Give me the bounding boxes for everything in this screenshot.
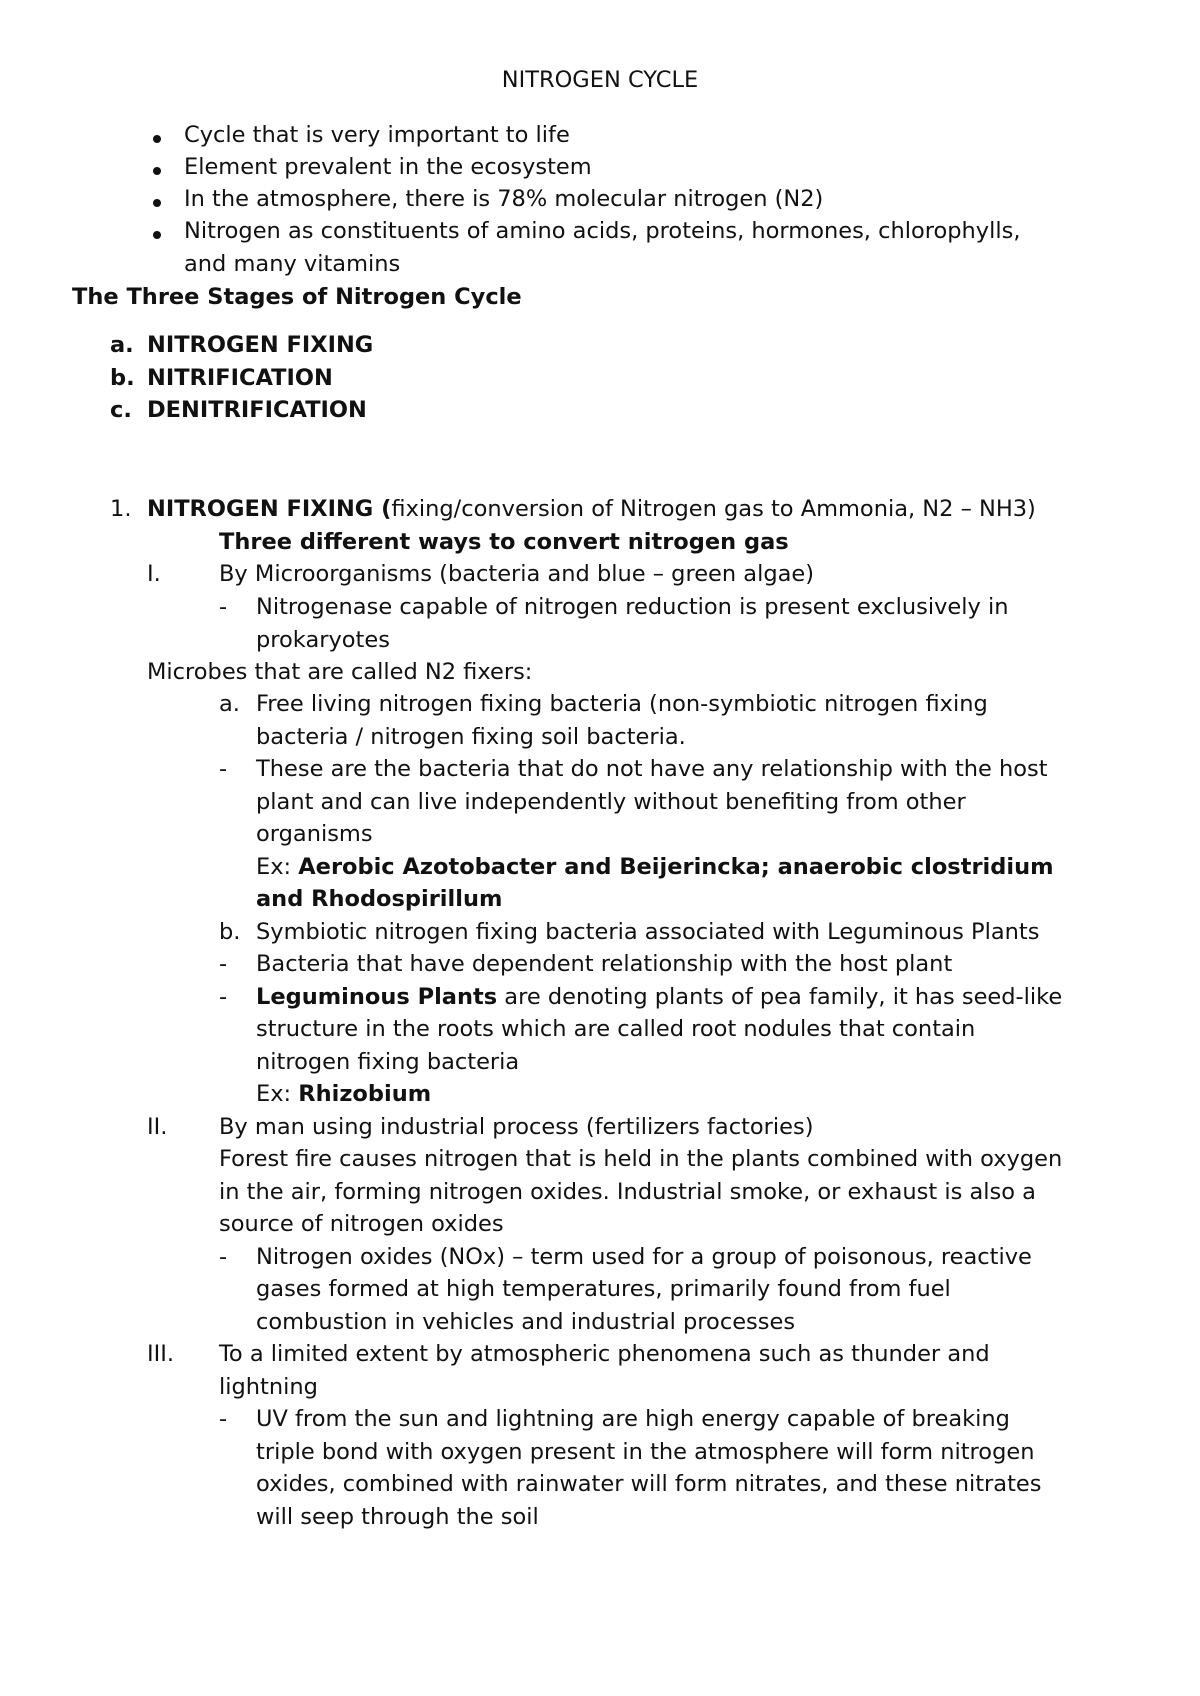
list-marker: b. <box>110 365 135 391</box>
roman-marker: I. <box>147 561 161 587</box>
dash-text: oxides, combined with rainwater will form nitrates, and these nitrates <box>256 1471 1042 1497</box>
example-line <box>256 1078 431 1111</box>
dash-text: gases formed at high temperatures, primarily found from fuel <box>256 1276 951 1302</box>
bullet-dot <box>153 231 161 239</box>
bullet-item: Nitrogen as constituents of amino acids, proteins, hormones, chlorophylls, <box>184 218 1021 244</box>
dash-text: organisms <box>256 821 373 847</box>
section-title-rest: fixing/conversion of Nitrogen gas to Ammonia, N2 – NH3) <box>391 496 1036 522</box>
dash-marker: - <box>219 594 228 620</box>
paragraph-line: in the air, forming nitrogen oxides. Industrial smoke, or exhaust is also a <box>219 1179 1036 1205</box>
bullet-dot <box>153 199 161 207</box>
example-line <box>256 851 1054 884</box>
bullet-item: In the atmosphere, there is 78% molecular nitrogen (N2) <box>184 186 824 212</box>
example-bold: Rhizobium <box>298 1081 432 1107</box>
section-title <box>147 493 1036 526</box>
dash-text: These are the bacteria that do not have any relationship with the host <box>256 756 1048 782</box>
sub-item: Free living nitrogen fixing bacteria (non-symbiotic nitrogen fixing <box>256 691 988 717</box>
bullet-item: Element prevalent in the ecosystem <box>184 154 592 180</box>
example-bold: Aerobic Azotobacter and Beijerincka; anaerobic clostridium <box>298 854 1054 880</box>
stages-heading: The Three Stages of Nitrogen Cycle <box>72 284 522 310</box>
dash-marker: - <box>219 1406 228 1432</box>
dash-text: Bacteria that have dependent relationship with the host plant <box>256 951 953 977</box>
stage-item: NITROGEN FIXING <box>147 332 374 358</box>
roman-marker: III. <box>147 1341 175 1367</box>
microbes-heading: Microbes that are called N2 fixers: <box>147 659 533 685</box>
bullet-item: Cycle that is very important to life <box>184 122 570 148</box>
example-bold: and Rhodospirillum <box>256 886 503 912</box>
bullet-dot <box>153 167 161 175</box>
way-item: By Microorganisms (bacteria and blue – green algae) <box>219 561 815 587</box>
way-item: lightning <box>219 1374 318 1400</box>
dash-text: UV from the sun and lightning are high energy capable of breaking <box>256 1406 1010 1432</box>
dash-text: triple bond with oxygen present in the atmosphere will form nitrogen <box>256 1439 1035 1465</box>
stage-item: NITRIFICATION <box>147 365 333 391</box>
ways-heading: Three different ways to convert nitrogen gas <box>219 529 789 555</box>
dash-text: nitrogen fixing bacteria <box>256 1049 520 1075</box>
way-item: To a limited extent by atmospheric phenomena such as thunder and <box>219 1341 990 1367</box>
list-marker: a. <box>110 332 134 358</box>
dash-text: Nitrogen oxides (NOx) – term used for a group of poisonous, reactive <box>256 1244 1032 1270</box>
dash-marker: - <box>219 984 228 1010</box>
dash-text <box>256 981 1062 1014</box>
bullet-item-continued: and many vitamins <box>184 251 401 277</box>
sub-item: bacteria / nitrogen fixing soil bacteria. <box>256 724 686 750</box>
sub-item: Symbiotic nitrogen fixing bacteria associated with Leguminous Plants <box>256 919 1040 945</box>
paragraph-line: Forest fire causes nitrogen that is held in the plants combined with oxygen <box>219 1146 1063 1172</box>
stage-item: DENITRIFICATION <box>147 397 367 423</box>
list-marker: b. <box>219 919 241 945</box>
term-bold: Leguminous Plants <box>256 984 498 1010</box>
dash-marker: - <box>219 756 228 782</box>
list-marker: a. <box>219 691 240 717</box>
paragraph-line: source of nitrogen oxides <box>219 1211 504 1237</box>
example-prefix: Ex: <box>256 1081 299 1107</box>
dash-text: structure in the roots which are called root nodules that contain <box>256 1016 976 1042</box>
dash-text: combustion in vehicles and industrial processes <box>256 1309 796 1335</box>
example-prefix: Ex: <box>256 854 299 880</box>
section-title-bold: NITROGEN FIXING ( <box>147 496 392 522</box>
dash-text: prokaryotes <box>256 627 390 653</box>
page-title: NITROGEN CYCLE <box>501 67 699 93</box>
bullet-dot <box>153 135 161 143</box>
way-item: By man using industrial process (fertilizers factories) <box>219 1114 814 1140</box>
dash-text: Nitrogenase capable of nitrogen reduction is present exclusively in <box>256 594 1009 620</box>
roman-marker: II. <box>147 1114 168 1140</box>
dash-text: plant and can live independently without benefiting from other <box>256 789 966 815</box>
list-marker: 1. <box>110 496 132 522</box>
dash-marker: - <box>219 951 228 977</box>
term-rest: are denoting plants of pea family, it has seed-like <box>497 984 1063 1010</box>
list-marker: c. <box>110 397 132 423</box>
dash-marker: - <box>219 1244 228 1270</box>
dash-text: will seep through the soil <box>256 1504 539 1530</box>
